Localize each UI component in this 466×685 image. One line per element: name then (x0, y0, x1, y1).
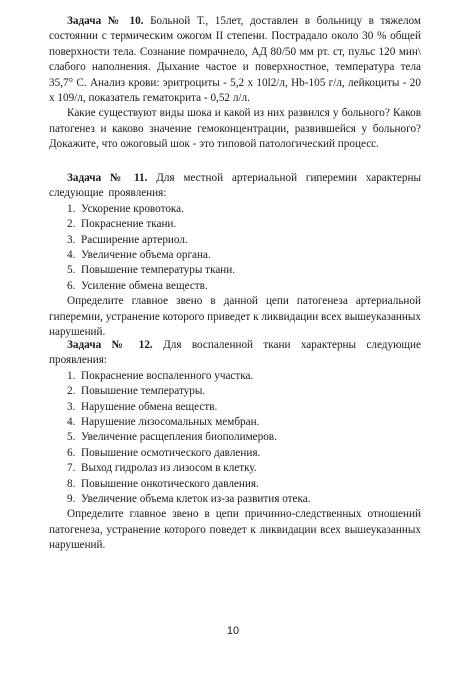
list-item: 2. Повышение температуры. (67, 385, 206, 398)
task-12-question: Определите главное звено в цепи причинно-следственных отношений патогенеза, устранение которого поведет к ликвидации всех вышеуказанных нарушений. (49, 508, 421, 552)
list-item: 3. Нарушение обмена веществ. (67, 400, 218, 413)
page-number: 10 (226, 625, 240, 637)
task-10-body: Больной Т., 15лет, доставлен в больницу в тяжелом состоянии с термическим ожогом II степени. Пострадало около 30 % общей поверхности тела. Сознание помрачнело, АД 80/50 мм рт. ст, пульс 120 мин\ слабого наполнения. Дыхание частое и поверхностное, температура тела 35,7° С. Анализ крови: эритроциты - 5,2 х 10l2/л, Hb-105 г/л, лейкоциты - 20 х 109/л, показатель гематокрита - 0,52 л/л. (49, 15, 422, 105)
list-item: 1. Покраснение воспаленного участка. (67, 369, 254, 382)
list-item: 9. Увеличение объема клеток из-за развития отека. (67, 493, 311, 506)
list-item: 5. Повышение температуры ткани. (67, 264, 236, 277)
task-11-intro: Для местной артериальной гиперемии характерны следующие проявления: (49, 172, 421, 200)
task-12-heading: Задача № 12. (67, 339, 153, 351)
task-10-question: Какие существуют виды шока и какой из них развился у больного? Каков патогенез и каково значение гемоконцентрации, развившейся у больного? Докажите, что ожоговый шок - это типовой патологический процесс. (49, 107, 421, 151)
list-item: 7. Выход гидролаз из лизосом в клетку. (67, 462, 257, 475)
task-12-list (49, 369, 421, 508)
task-10 (49, 14, 421, 153)
task-12-paragraph (49, 338, 421, 369)
task-11-question: Определите главное звено в данной цепи патогенеза артериальной гиперемии, устранение которого приведет к ликвидации всех вышеуказанных нарушений. (49, 295, 421, 339)
list-item: 3. Расширение артериол. (67, 233, 188, 246)
task-11-paragraph (49, 171, 421, 202)
task-11-list (49, 202, 421, 294)
list-item: 1. Ускорение кровотока. (67, 202, 184, 215)
task-12-intro: Для воспаленной ткани характерны следующие проявления: (49, 339, 422, 367)
list-item: 6. Повышение осмотического давления. (67, 446, 261, 459)
list-item: 4. Нарушение лизосомальных мембран. (67, 416, 260, 429)
list-item: 5. Увеличение расщепления биополимеров. (67, 431, 277, 444)
task-12 (49, 338, 421, 554)
list-item: 8. Повышение онкотического давления. (67, 477, 259, 490)
list-item: 2. Покраснение ткани. (67, 218, 177, 231)
list-item: 4. Увеличение объема органа. (67, 249, 211, 262)
task-11 (49, 171, 421, 340)
task-10-heading: Задача № 10. (67, 15, 144, 27)
task-11-heading: Задача № 11. (67, 172, 148, 184)
list-item: 6. Усиление обмена веществ. (67, 279, 208, 292)
task-10-paragraph (49, 14, 421, 106)
